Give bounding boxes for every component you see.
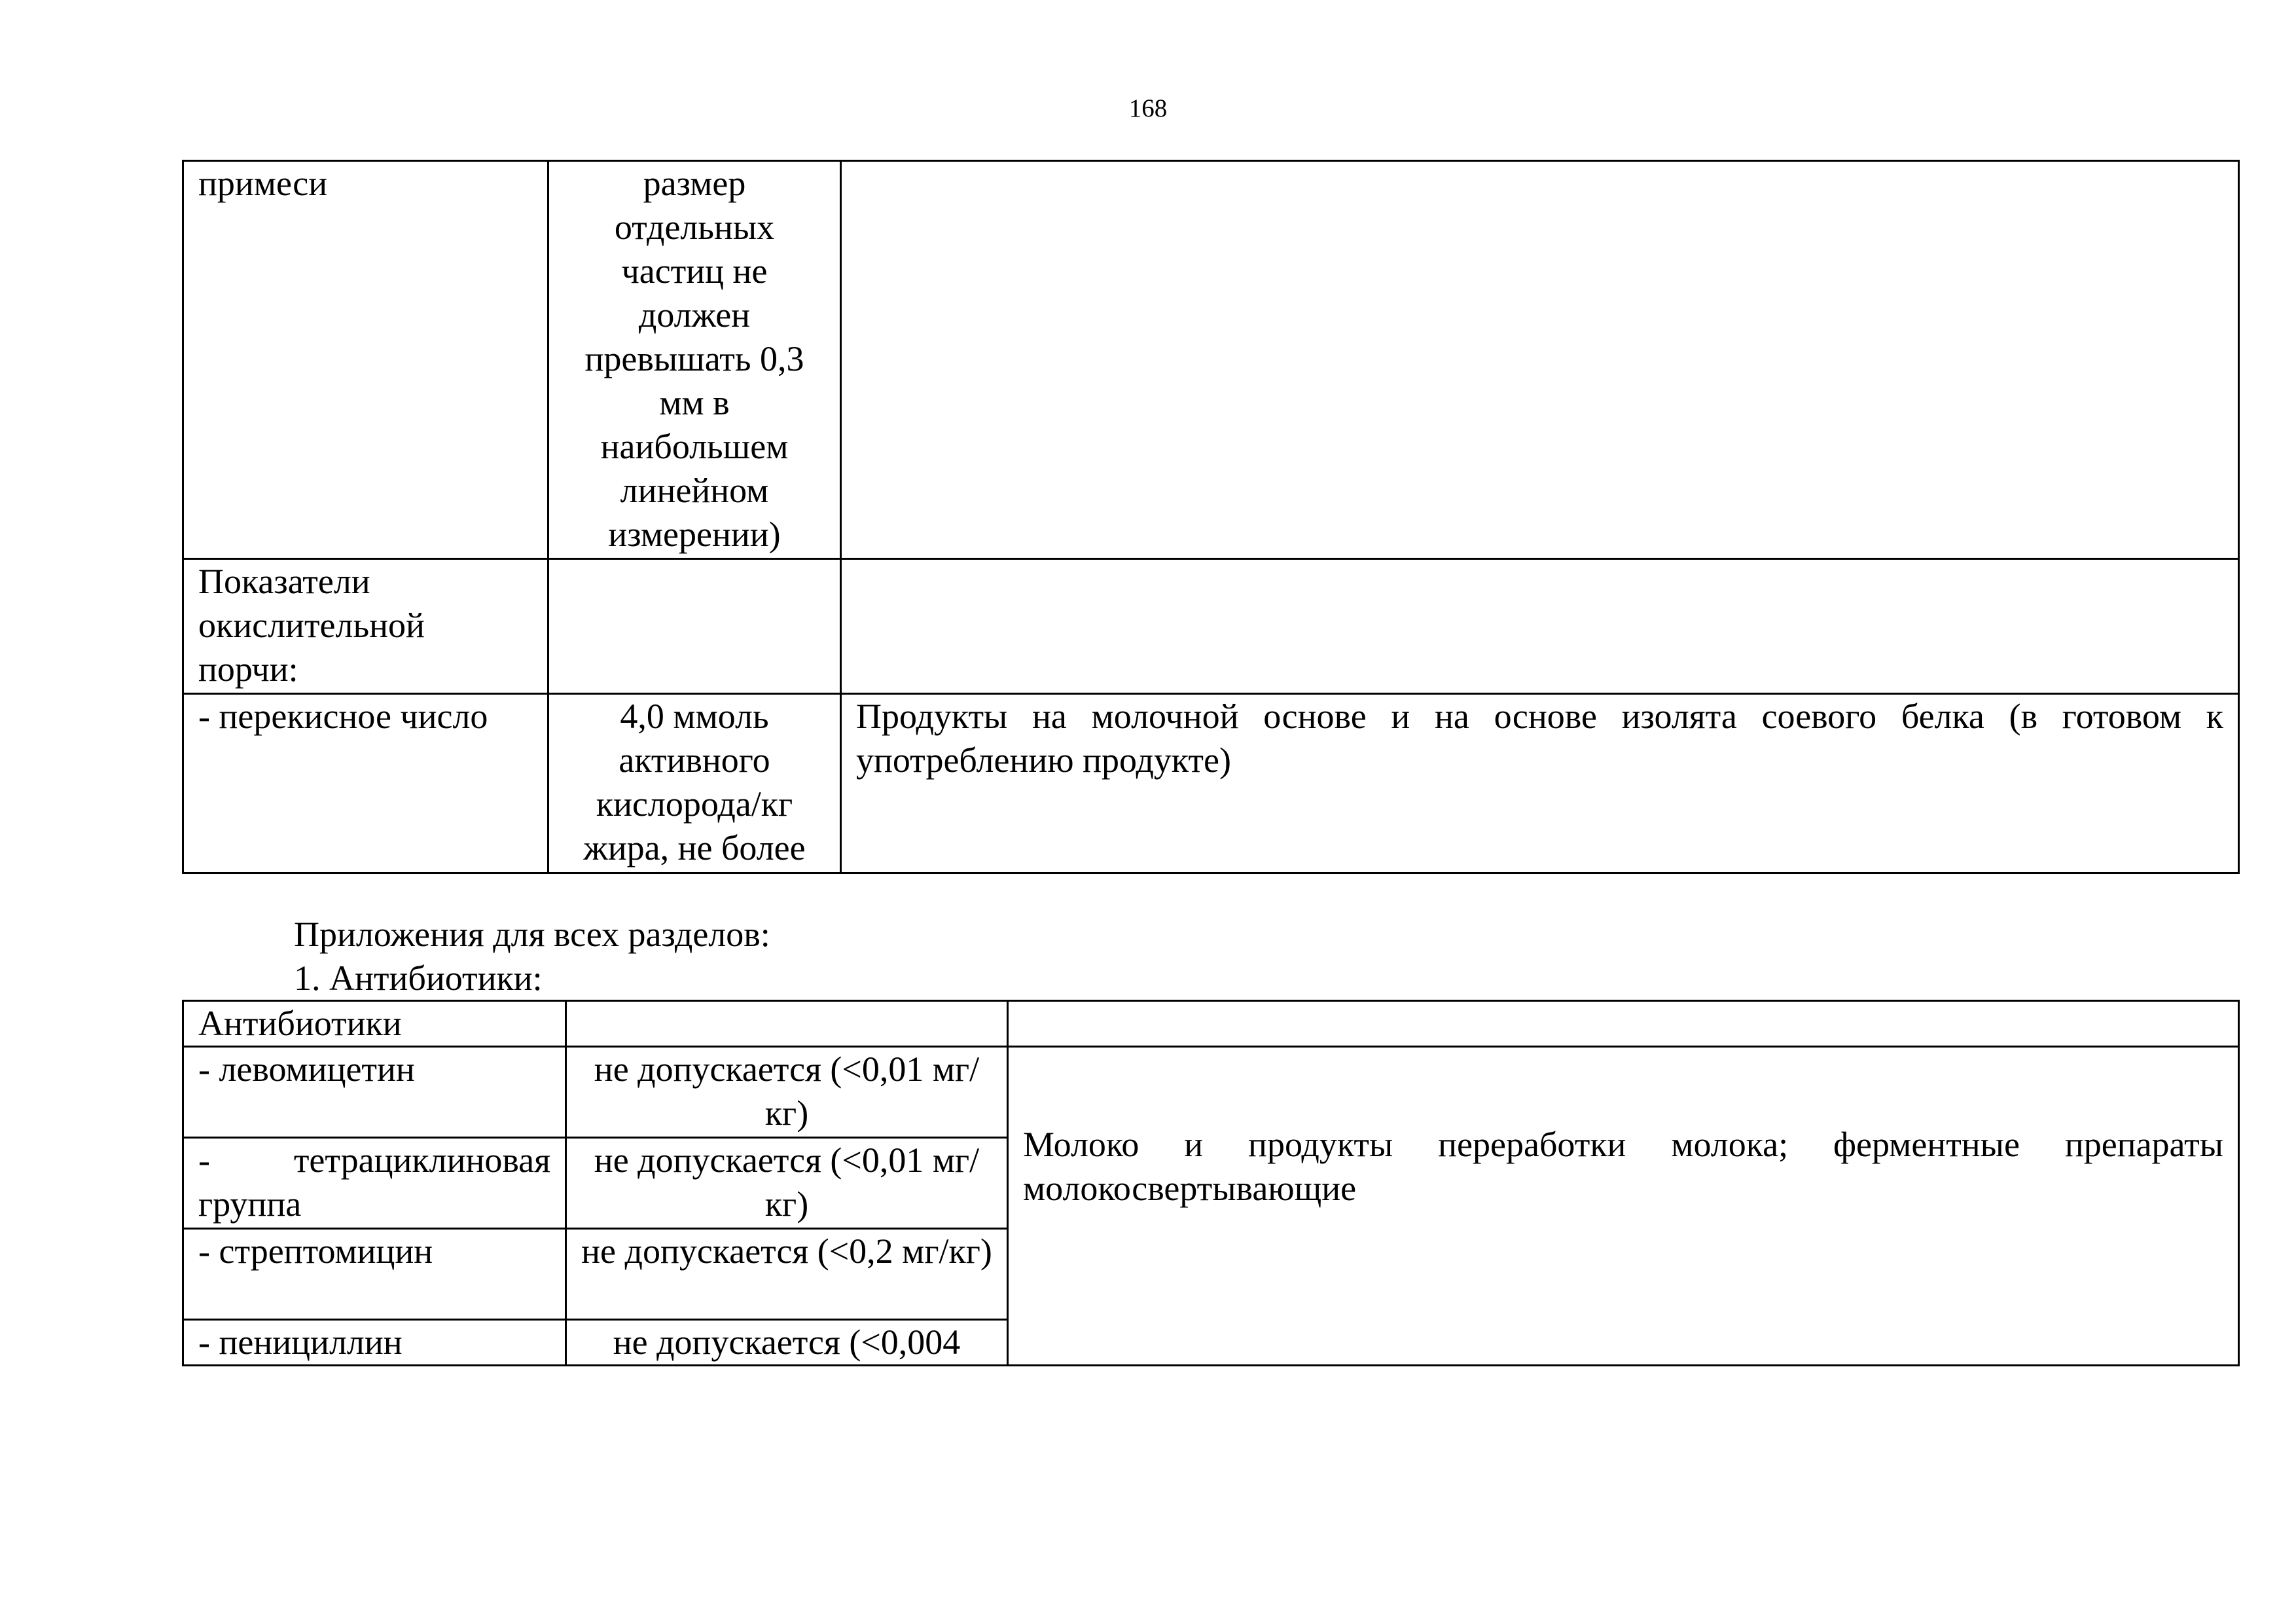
products-merged-cell [1008, 1047, 2239, 1366]
appendix-subtitle: 1. Антибиотики: [294, 958, 543, 998]
products-cell: Продукты на молочной основе и на основе изолята соевого белка (в готовом к употреблению продукте) [841, 694, 2239, 873]
products-header-cell [1008, 1001, 2239, 1047]
norm-cell: не допускается (<0,004 [566, 1320, 1008, 1366]
table-row [183, 161, 2239, 559]
indicator-cell: Показатели окислительной порчи: [183, 559, 548, 694]
table-header-row [183, 1001, 2239, 1047]
hygiene-requirements-table [182, 160, 2240, 874]
indicator-cell: - пенициллин [183, 1320, 566, 1366]
norm-cell: не допускается (<0,2 мг/кг) [566, 1229, 1008, 1320]
indicator-cell: - левомицетин [183, 1047, 566, 1138]
indicator-cell: - стрептомицин [183, 1229, 566, 1320]
norm-cell [548, 559, 841, 694]
table-row [183, 694, 2239, 873]
norm-cell: не допускается (<0,01 мг/кг) [566, 1047, 1008, 1138]
norm-header-cell [566, 1001, 1008, 1047]
antibiotics-table [182, 1000, 2240, 1366]
indicator-cell: примеси [183, 161, 548, 559]
indicator-cell: - тетрациклиновая группа [183, 1138, 566, 1229]
table-row [183, 1047, 2239, 1138]
indicator-cell: - перекисное число [183, 694, 548, 873]
products-cell [841, 559, 2239, 694]
products-merged-text: Молоко и продукты переработки молока; ферментные препараты молокосвертывающие [1023, 1125, 2223, 1208]
appendix-title: Приложения для всех разделов: [294, 915, 770, 954]
norm-cell: не допускается (<0,01 мг/кг) [566, 1138, 1008, 1229]
indicator-header-cell: Антибиотики [183, 1001, 566, 1047]
table-row [183, 559, 2239, 694]
norm-cell: 4,0 ммоль активного кислорода/кг жира, не более [548, 694, 841, 873]
norm-cell: размер отдельных частиц не должен превышать 0,3 мм в наибольшем линейном измерении) [548, 161, 841, 559]
page-number: 168 [1128, 94, 1168, 122]
products-cell [841, 161, 2239, 559]
